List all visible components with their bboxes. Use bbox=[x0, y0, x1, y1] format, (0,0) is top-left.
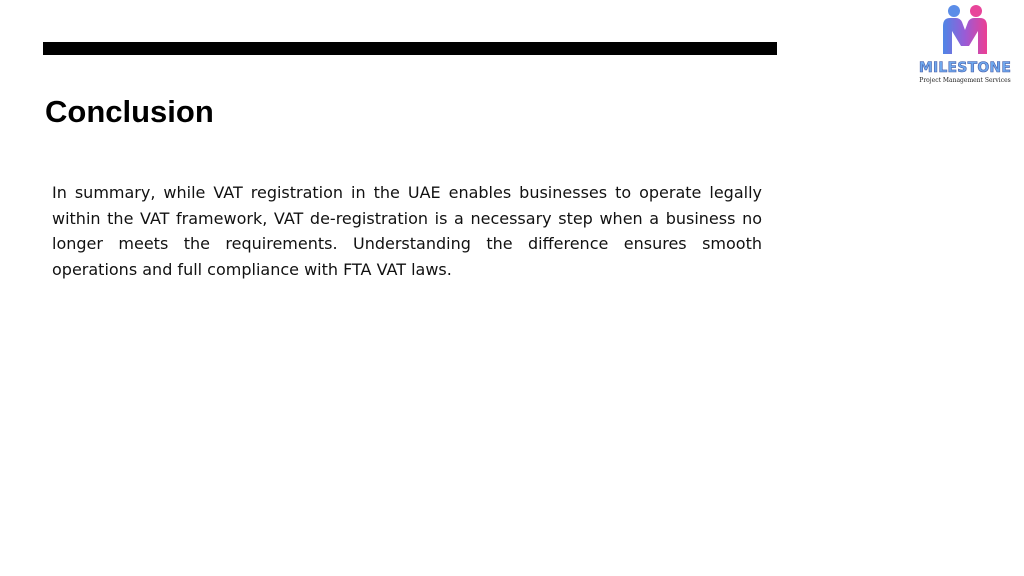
conclusion-paragraph: In summary, while VAT registration in the UAE enables businesses to operate legally within the VAT framework, VAT de-registration is a necessary step when a business no longer meets the requirements. Understanding the difference ensures smooth operations and full compliance with FTA VAT laws. bbox=[52, 183, 762, 279]
milestone-logo bbox=[910, 4, 1020, 86]
milestone-emblem-icon bbox=[940, 4, 990, 56]
title-divider-bar bbox=[43, 42, 777, 55]
slide-title: Conclusion bbox=[45, 94, 214, 129]
logo-tagline: Project Management Services bbox=[919, 77, 1011, 84]
logo-wordmark: MILESTONE bbox=[918, 60, 1012, 76]
